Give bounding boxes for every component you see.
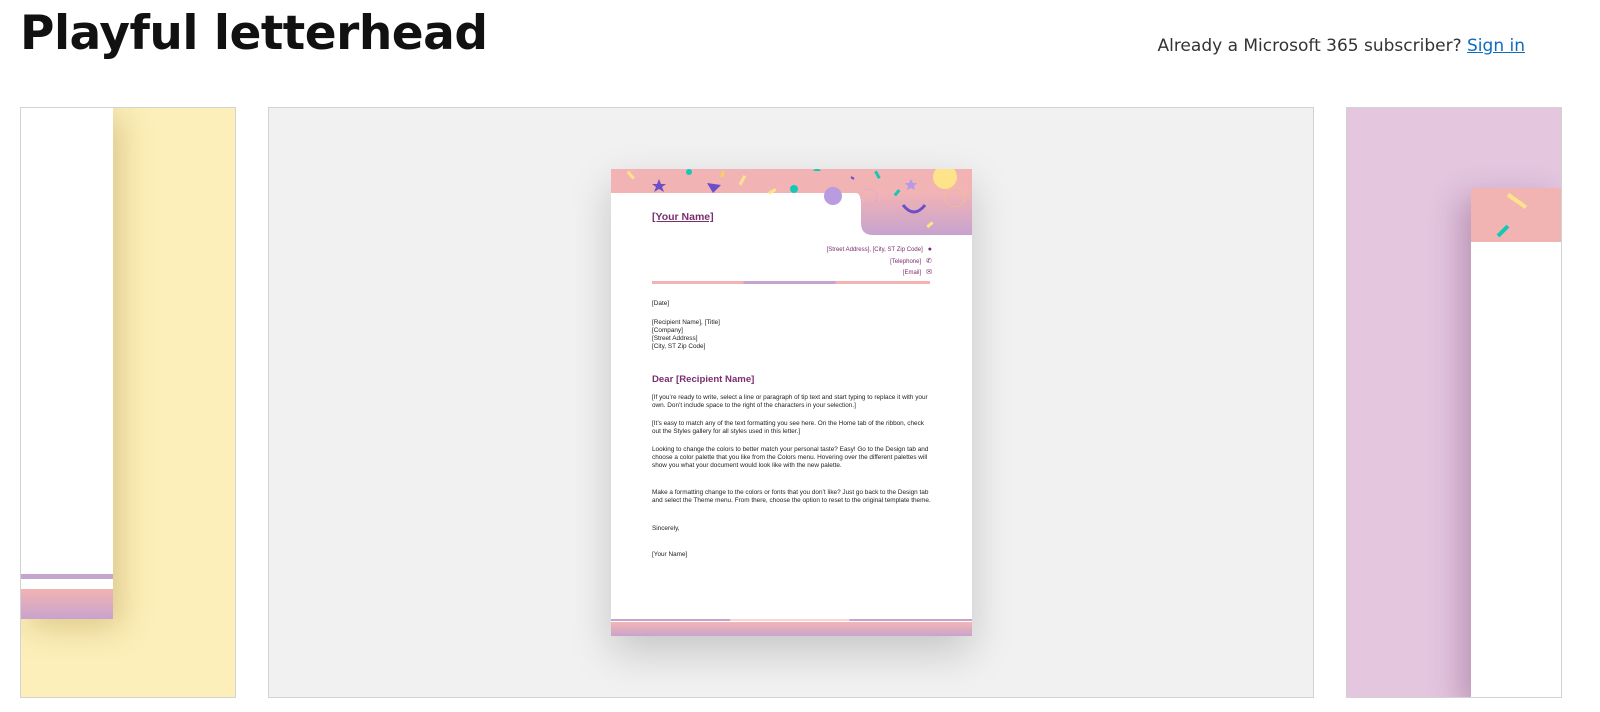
letterhead-document bbox=[611, 169, 972, 636]
recipient-company: [Company] bbox=[652, 327, 683, 335]
address-text: [Street Address], [City, ST Zip Code] bbox=[826, 247, 923, 253]
contact-telephone bbox=[890, 257, 932, 265]
preview-paper bbox=[1471, 188, 1562, 698]
paragraph: [It’s easy to match any of the text formatting you see here. On the Home tab of the ribbon, check out the Styles gallery for all styles used in this letter.] bbox=[652, 420, 924, 436]
paragraph: Looking to change the colors to better match your personal taste? Easy! Go to the Design tab and choose a color palette that you like from the Colors menu. Hovering over the different palettes will show you what your document would look like with the new palette. bbox=[652, 446, 929, 470]
preview-footer-band bbox=[21, 589, 113, 619]
sign-in-link[interactable]: Sign in bbox=[1467, 36, 1525, 56]
salutation: Dear [Recipient Name] bbox=[652, 374, 755, 385]
signature: [Your Name] bbox=[652, 551, 688, 558]
preview-paper bbox=[21, 108, 113, 619]
recipient-city: [City, ST Zip Code] bbox=[652, 343, 706, 351]
carousel-previous-preview[interactable] bbox=[20, 107, 236, 698]
phone-icon: ✆ bbox=[926, 258, 932, 265]
header-divider bbox=[652, 281, 930, 284]
footer-band bbox=[611, 622, 972, 636]
subscriber-signin bbox=[1157, 36, 1525, 56]
template-preview[interactable] bbox=[268, 107, 1314, 698]
location-pin-icon: ● bbox=[927, 246, 932, 253]
recipient-block bbox=[652, 319, 934, 351]
letter-sender-name: [Your Name] bbox=[652, 211, 714, 223]
recipient-name-title: [Recipient Name], [Title] bbox=[652, 319, 720, 326]
playful-header-art bbox=[611, 169, 972, 235]
preview-stripe bbox=[21, 574, 113, 579]
paragraph: [If you’re ready to write, select a line or paragraph of tip text and start typing to replace it with your own. Don’t include space to the right of the characters in your selection.] bbox=[652, 394, 928, 410]
closing: Sincerely, bbox=[652, 525, 680, 532]
recipient-street: [Street Address] bbox=[652, 335, 698, 343]
telephone-text: [Telephone] bbox=[890, 259, 922, 265]
carousel-next-preview[interactable] bbox=[1346, 107, 1562, 698]
letter-date: [Date] bbox=[652, 300, 670, 307]
contact-address bbox=[827, 246, 932, 253]
page-title: Playful letterhead bbox=[20, 6, 488, 61]
contact-email bbox=[903, 268, 932, 276]
footer-divider bbox=[611, 619, 972, 621]
paragraph: Make a formatting change to the colors or fonts that you don’t like? Just go back to the Design tab and select the Theme menu. From there, choose the option to reset to the original template theme. bbox=[652, 489, 931, 505]
email-text: [Email] bbox=[902, 270, 922, 276]
preview-header-band bbox=[1471, 188, 1562, 242]
email-icon: ✉ bbox=[926, 269, 932, 276]
subscriber-prompt: Already a Microsoft 365 subscriber? bbox=[1157, 36, 1462, 56]
